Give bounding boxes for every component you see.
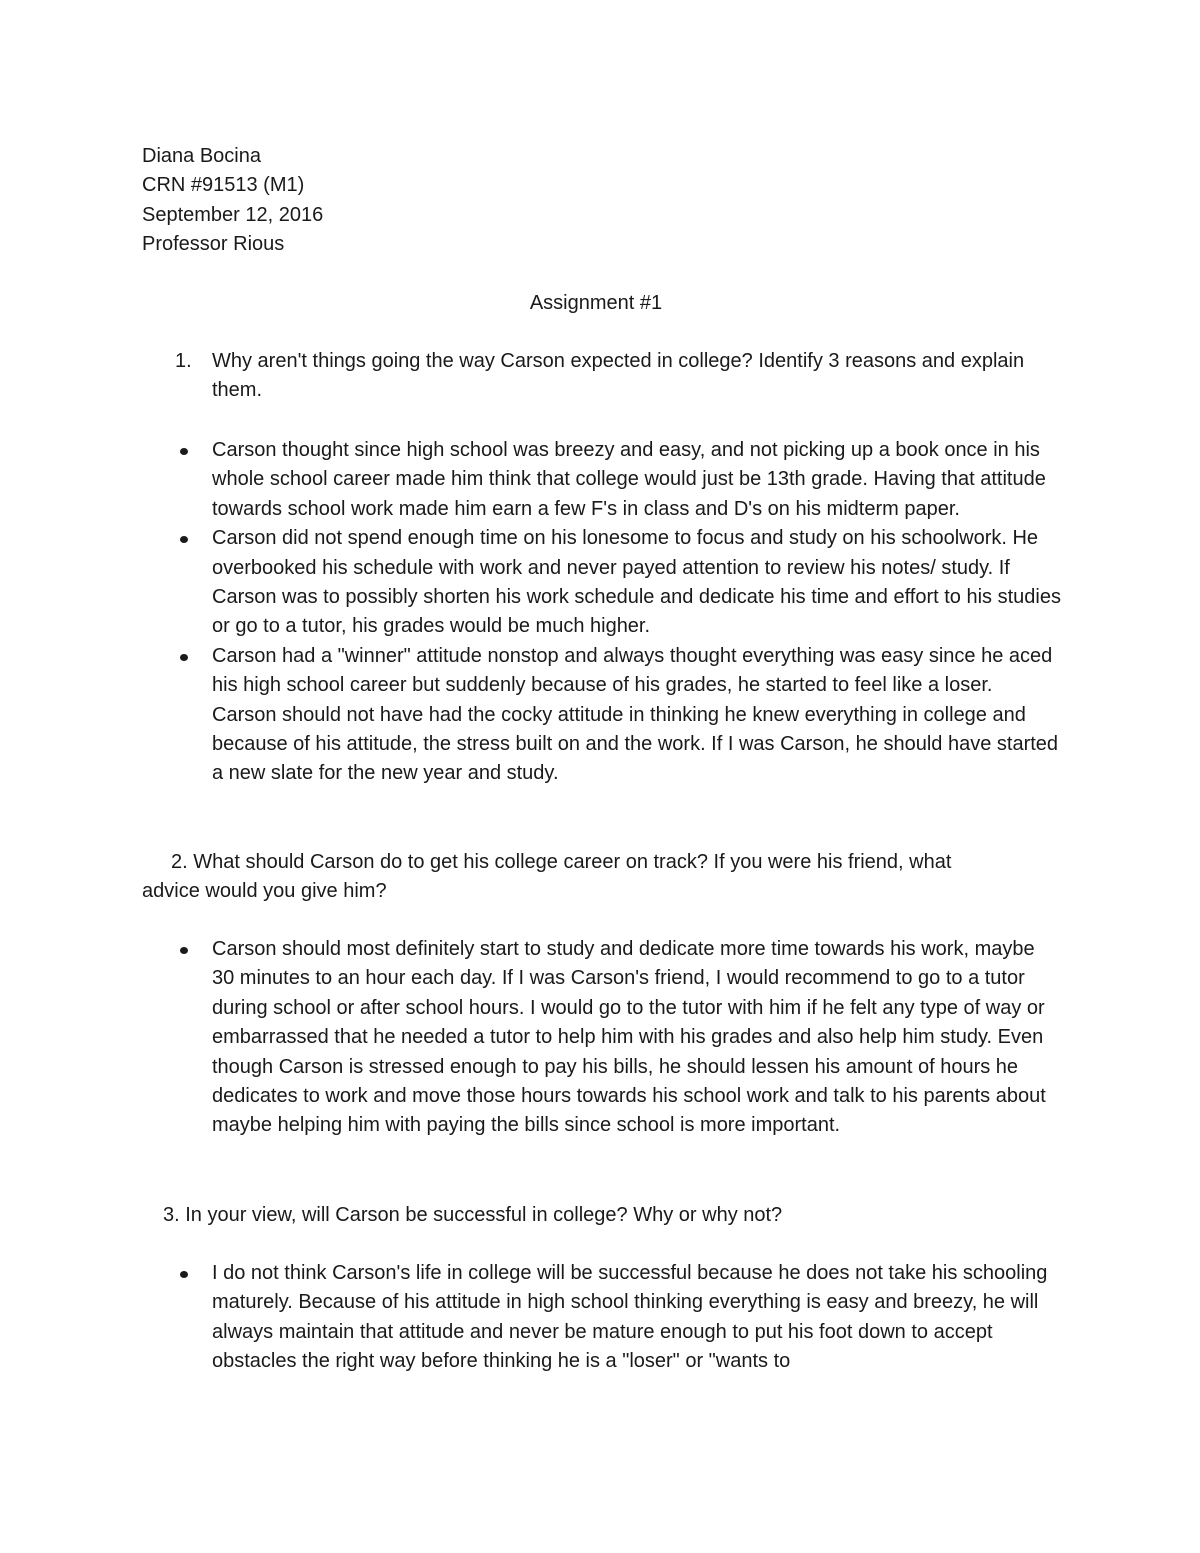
answer-text: Carson had a "winner" attitude nonstop and always thought everything was easy since he aced his high school career but suddenly because of his grades, he started to feel like a loser. Carson should not have had the cocky attitude in thinking he knew everything in college and because of his attitude, the stress built on and the work. If I was Carson, he should have started a new slate for the new year and study. <box>212 644 1059 785</box>
question-3-answers <box>175 1259 1075 1377</box>
bullet-icon <box>180 947 188 954</box>
list-item <box>175 1259 1062 1377</box>
question-2-line-1: 2. What should Carson do to get his college career on track? If you were his friend, what <box>171 851 952 873</box>
question-3-text: 3. In your view, will Carson be successful in college? Why or why not? <box>163 1204 783 1226</box>
answer-text: Carson thought since high school was breezy and easy, and not picking up a book once in his whole school career made him think that college would just be 13th grade. Having that attitude towards school work made him earn a few F's in class and D's on his midterm paper. <box>212 439 1046 520</box>
question-1-answers <box>175 436 1075 789</box>
question-2-answers <box>175 935 1075 1141</box>
list-item <box>175 436 1062 524</box>
answer-text: Carson should most definitely start to study and dedicate more time towards his work, maybe 30 minutes to an hour each day. If I was Carson's friend, I would recommend to go to a tutor during school or after school hours. I would go to the tutor with him if he felt any type of way or embarrassed that he needed a tutor to help him with his grades and also help him study. Even though Carson is stressed enough to pay his bills, he should lessen his amount of hours he dedicates to work and move those hours towards his school work and talk to his parents about maybe helping him with paying the bills since school is more important. <box>212 938 1046 1137</box>
professor-name: Professor Rious <box>142 233 285 256</box>
list-item <box>175 935 1062 1141</box>
title-text: Assignment #1 <box>529 292 663 314</box>
list-item <box>175 642 1062 789</box>
question-1-text: Why aren't things going the way Carson expected in college? Identify 3 reasons and explain them. <box>212 350 1025 402</box>
student-name: Diana Bocina <box>142 145 261 167</box>
answer-text: Carson did not spend enough time on his lonesome to focus and study on his schoolwork. He overbooked his schedule with work and never payed attention to review his notes/ study. If Carson was to possibly shorten his work schedule and dedicate his time and effort to his studies or go to a tutor, his grades would be much higher. <box>212 527 1061 638</box>
question-2-line-2: advice would you give him? <box>142 880 387 903</box>
question-2 <box>142 848 1042 907</box>
date: September 12, 2016 <box>142 203 324 226</box>
question-3 <box>163 1201 1063 1230</box>
answer-text: I do not think Carson's life in college will be successful because he does not take his schooling maturely. Because of his attitude in high school thinking everything is easy and breezy, he will always maintain that attitude and never be mature enough to put his foot down to accept obstacles the right way before thinking he is a "loser" or "wants to <box>212 1262 1048 1373</box>
list-item <box>175 524 1062 642</box>
bullet-icon <box>180 654 188 661</box>
bullet-icon <box>180 448 188 455</box>
course-crn: CRN #91513 (M1) <box>142 174 305 197</box>
question-1-number: 1. <box>175 350 192 372</box>
question-1 <box>175 347 1075 406</box>
bullet-icon <box>180 1271 188 1278</box>
bullet-icon <box>180 536 188 543</box>
header-block <box>142 142 1042 260</box>
page-title <box>0 289 1200 318</box>
